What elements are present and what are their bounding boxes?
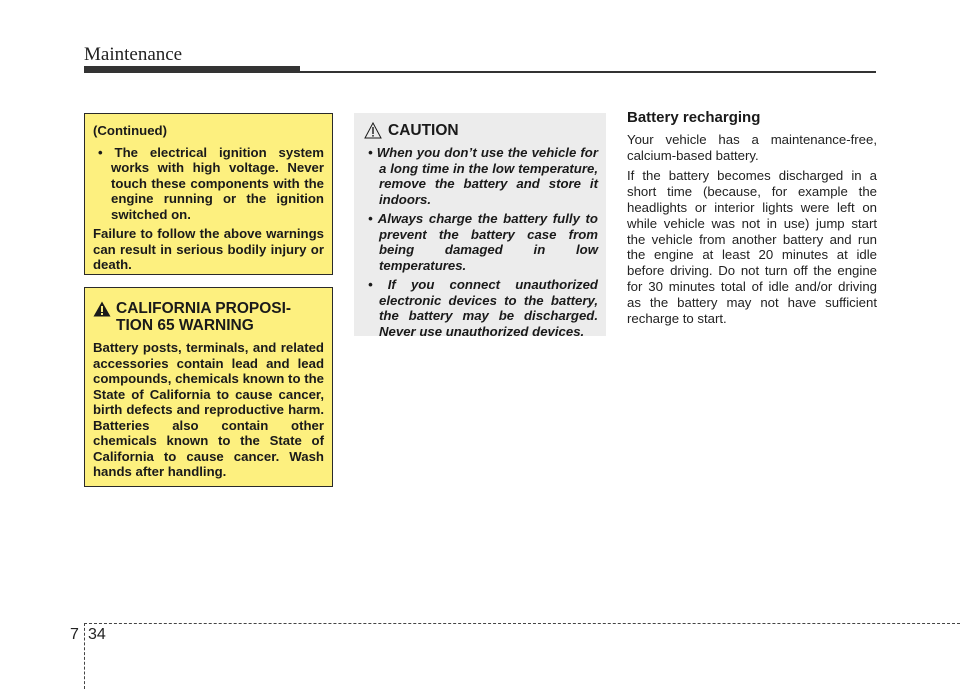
warning-triangle-icon [93,301,111,317]
caution-box [354,113,606,339]
ignition-bullet: • The electrical ignition system works with high voltage. Never touch these components with the engine running or the ignition switched on. [98,144,324,222]
continued-warning-box [84,113,333,275]
battery-paragraph-2: If the battery becomes discharged in a short time (because, for example the headlights or interior lights were left on while vehicle was not in use) jump start the vehicle from another battery and run the engine at least 20 minutes at idle before driving. Do not turn off the engine for 30 minutes total of idle and/or driving as the battery may not have sufficient recharge to start. [627,168,877,326]
continued-heading: (Continued) [93,123,167,138]
footer-rule [84,623,960,624]
header-rule-thin [300,71,876,73]
california-heading-line1: CALIFORNIA PROPOSI- [116,300,292,317]
chapter-number: 7 [70,626,79,643]
header-rule-thick [84,66,300,73]
caution-heading [364,122,598,139]
caution-bullet-3: • If you connect unauthorized electronic devices to the battery, the battery may be discharged. Never use unauthorized devices. [368,277,598,339]
california-heading [93,300,324,334]
caution-triangle-icon [364,122,382,139]
caution-bullet-2: • Always charge the battery fully to prevent the battery case from being damaged in low temperatures. [368,211,598,273]
continued-footer: Failure to follow the above warnings can result in serious bodily injury or death. [93,226,324,272]
battery-paragraph-1: Your vehicle has a maintenance-free, calcium-based battery. [627,131,877,163]
california-body: Battery posts, terminals, and related accessories contain lead and lead compounds, chemicals known to the State of California to cause cancer, birth defects and reproductive harm. Batteries also contain other chemicals known to the State of California to cause cancer. Wash hands after handling. [93,340,324,479]
battery-recharging-section [627,110,877,331]
caution-bullet-1: • When you don’t use the vehicle for a long time in the low temperature, remove the battery and store it indoors. [368,145,598,207]
page-number: 34 [88,626,106,643]
california-warning-box [84,287,333,487]
caution-heading-text: CAUTION [388,121,459,139]
footer-divider [84,623,85,689]
california-heading-line2: TION 65 WARNING [116,317,254,334]
battery-recharging-heading: Battery recharging [627,109,761,126]
section-title: Maintenance [84,44,183,65]
